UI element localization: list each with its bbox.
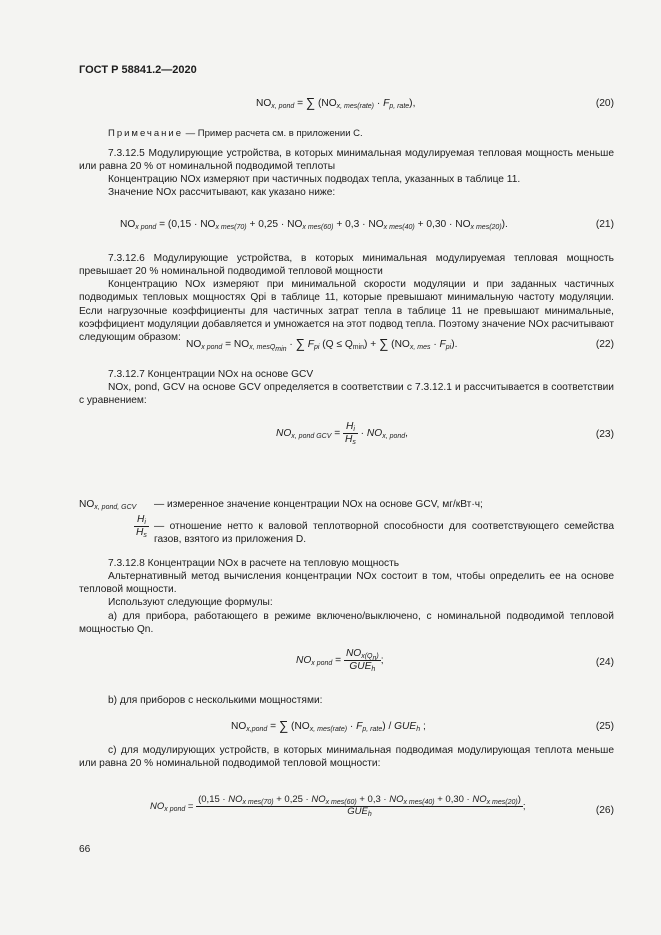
section-7-3-12-7-p1: NOx, pond, GCV на основе GCV определяется в соответствии с 7.3.12.1 и рассчитывается в соответствии с уравнением:: [79, 382, 614, 407]
equation-number-25: (25): [595, 721, 614, 732]
equation-number-21: (21): [595, 219, 614, 230]
definition-2: — отношение нетто к валовой теплотворной способности для соответствующего семейства газов, взятого из приложения D.: [154, 521, 614, 546]
equation-number-24: (24): [595, 657, 614, 668]
section-7-3-12-8-p2: Используют следующие формулы:: [108, 597, 273, 608]
definition-symbol-hi-hs: $\frac{H_i}{H_s}$: [136, 514, 147, 539]
equation-26: $NO_{x pond}$ = $(0,15 \cdot NO_{x mes(70)} + 0,25 \cdot NO_{x mes(60)} + 0,3 \cdot NO_{x mes(40)} + 0,30 \cdot NO_{x mes(20)})$ $GUE_h$ ;: [150, 794, 526, 818]
definition-1: — измеренное значение концентрации NOx на основе GCV, мг/кВт·ч;: [154, 499, 483, 510]
equation-number-22: (22): [595, 339, 614, 350]
note: [79, 128, 614, 140]
note-label: Примечание: [108, 128, 183, 139]
section-7-3-12-5-title: 7.3.12.5 Модулирующие устройства, в которых минимальная модулируемая тепловая мощность меньше или равна 20 % от номинальной подводимой теплоты: [79, 148, 614, 173]
section-7-3-12-7-title: 7.3.12.7 Концентрации NOx на основе GCV: [108, 369, 314, 380]
section-7-3-12-8-item-c: с) для модулирующих устройств, в которых минимальная подводимая модулирующая теплота меньше или равна 20 % номинальной подводимой тепловой мощности:: [79, 745, 614, 770]
note-text: — Пример расчета см. в приложении С.: [183, 128, 363, 139]
section-7-3-12-8-p1: Альтернативный метод вычисления концентрации NOx состоит в том, чтобы определить ее на основе тепловой мощности.: [79, 571, 614, 596]
section-7-3-12-8-item-a: а) для прибора, работающего в режиме включено/выключено, с номинальной подводимой тепловой мощностью Qn.: [79, 611, 614, 636]
section-7-3-12-5-p1: Концентрацию NOx измеряют при частичных подводах тепла, указанных в таблице 11.: [108, 174, 521, 185]
equation-number-23: (23): [595, 429, 614, 440]
equation-22: $NO_{x pond} = NO_{x, mesQ_{min}}$ · ∑ $F_{pi}$ $(Q \le Q_{min})$ + ∑ $(NO_{x, mes} \cdot F_{pi})$.: [186, 336, 458, 353]
equation-number-26: (26): [595, 805, 614, 816]
equation-25: $NO_{x,pond}$ = ∑ $(NO_{x, mes(rate)} \cdot F_{p, rate}) / GUE_h$ ;: [231, 718, 426, 733]
equation-20: $NO_{x, pond}$ = ∑ $(NO_{x, mes(rate)} \cdot F_{p, rate})$,: [256, 95, 416, 110]
equation-number-20: (20): [595, 98, 614, 109]
equation-23: $NO_{x, pond GCV}$ = $\frac{H_i}{H_s}$ · $NO_{x, pond}$,: [276, 421, 408, 446]
section-7-3-12-8-item-b: b) для приборов с несколькими мощностями:: [108, 695, 323, 706]
section-7-3-12-5-p2: Значение NOx рассчитывают, как указано ниже:: [108, 187, 336, 198]
equation-21: $NO_{x pond} = (0,15 \cdot NO_{x mes(70)} + 0,25 \cdot NO_{x mes(60)} + 0,3 \cdot NO_{x mes(40)} + 0,30 \cdot NO_{x mes(20)})$.: [120, 219, 508, 231]
equation-24: $NO_{x pond}$ = $\frac{NO_{x(Q_n)}}{GUE_h}$ ;: [296, 648, 384, 673]
section-7-3-12-6-p1: Концентрацию NOx измеряют при минимальной скорости модуляции и при заданных частичных подводимых тепловых мощностях Qpi в таблице 11, которые превышают минимальную частоту модуляции. Если нагрузочные коэффициенты для частичных затрат тепла в таблице 11 не превышают минимальные, коэффициент модуляции добавляется и умножается на этот подвод тепла. Поэтому значение NOx расчитывают следующим образом:: [79, 279, 614, 343]
definition-symbol-nox-pond-gcv: $NO_{x, pond, GCV}$: [79, 499, 137, 511]
section-7-3-12-8-title: 7.3.12.8 Концентрации NOx в расчете на тепловую мощность: [108, 558, 400, 569]
standard-header: ГОСТ Р 58841.2—2020: [79, 64, 197, 76]
page-number: 66: [79, 844, 91, 855]
section-7-3-12-6-title: 7.3.12.6 Модулирующие устройства, в которых минимальная модулируемая тепловая мощность превышает 20 % номинальной подводимой тепловой мощности: [79, 253, 614, 278]
